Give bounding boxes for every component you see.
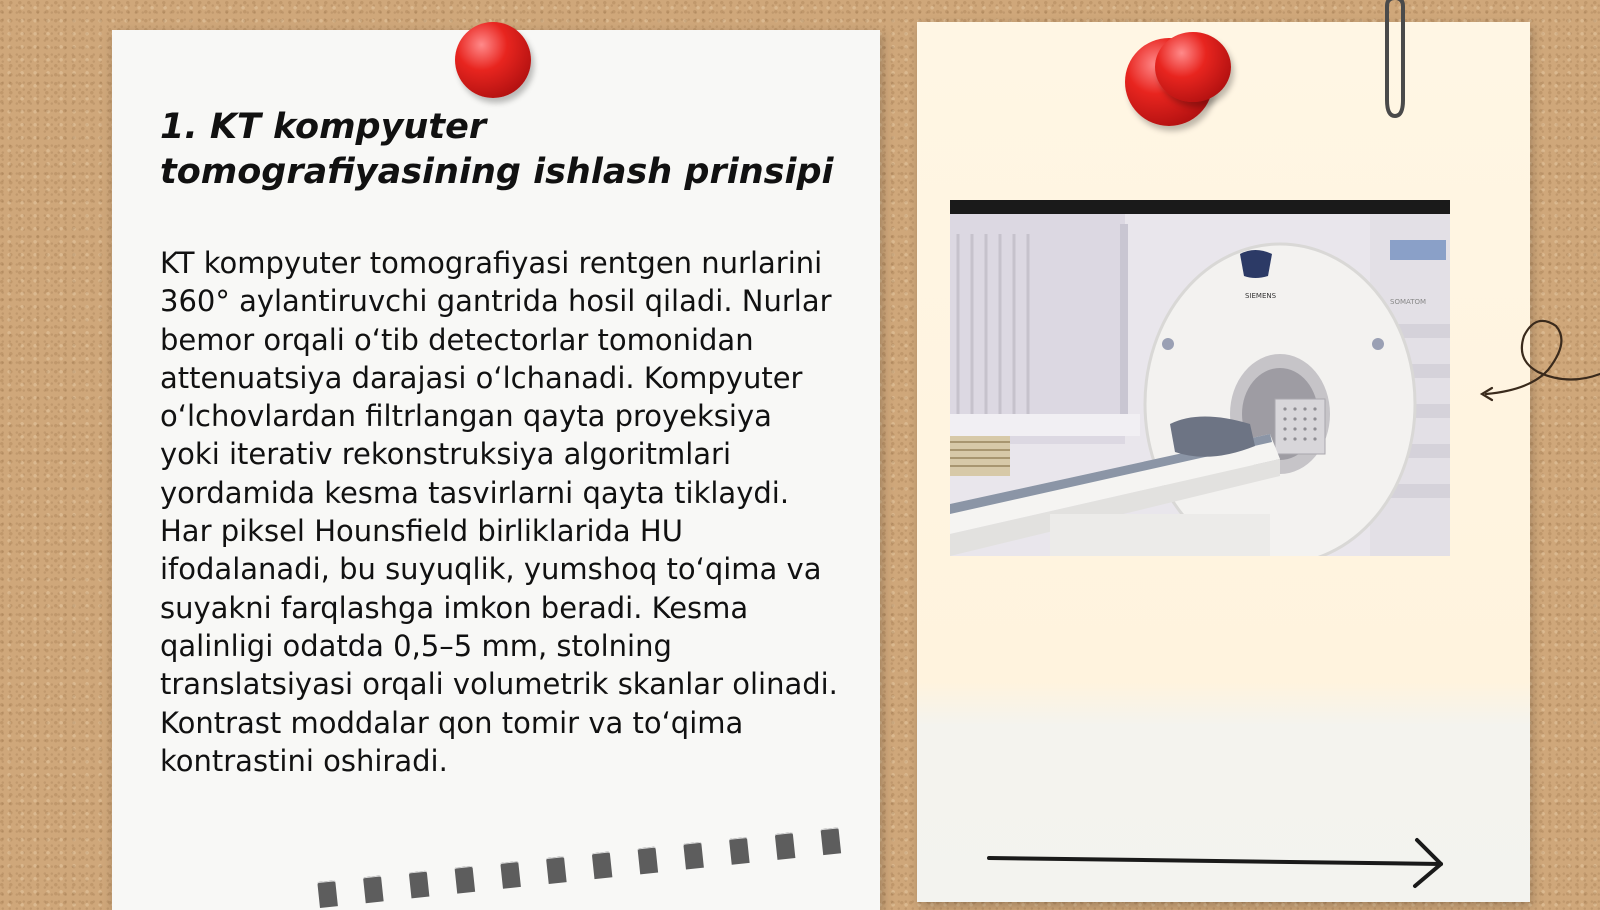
note-title: 1. KT kompyuter tomografiyasining ishlash prinsipi	[160, 107, 834, 192]
scanner-model-label: SOMATOM	[1390, 298, 1427, 306]
scanner-brand-label: SIEMENS	[1245, 292, 1277, 300]
paperclip-icon	[1373, 0, 1417, 126]
ct-scanner-image	[950, 214, 1450, 556]
red-pushpin-icon	[1155, 32, 1231, 102]
swirl-arrow-doodle	[1478, 312, 1600, 412]
right-arrow-icon	[985, 830, 1445, 890]
red-pushpin-icon	[455, 22, 531, 98]
note-body: KT kompyuter tomografiyasi rentgen nurlarini 360° aylantiruvchi gantrida hosil qiladi. Nurlar bemor orqali o‘tib detectorlar tomonidan attenuatsiya darajasi o‘lchanadi. Kompyuter o‘lchovlardan filtrlangan qayta proyeksiya yoki iterativ rekonstruksiya algoritmlari yordamida kesma tasvirlarni qayta tiklaydi. Har piksel Hounsfield birliklarida HU ifodalanadi, bu suyuqlik, yumshoq to‘qima va suyakni farqlashga imkon beradi. Kesma qalinligi odatda 0,5–5 mm, stolning translatsiyasi orqali volumetrik skanlar olinadi. Kontrast moddalar qon tomir va to‘qima kontrastini oshiradi.	[160, 246, 838, 778]
ct-scanner-photo	[950, 200, 1450, 556]
